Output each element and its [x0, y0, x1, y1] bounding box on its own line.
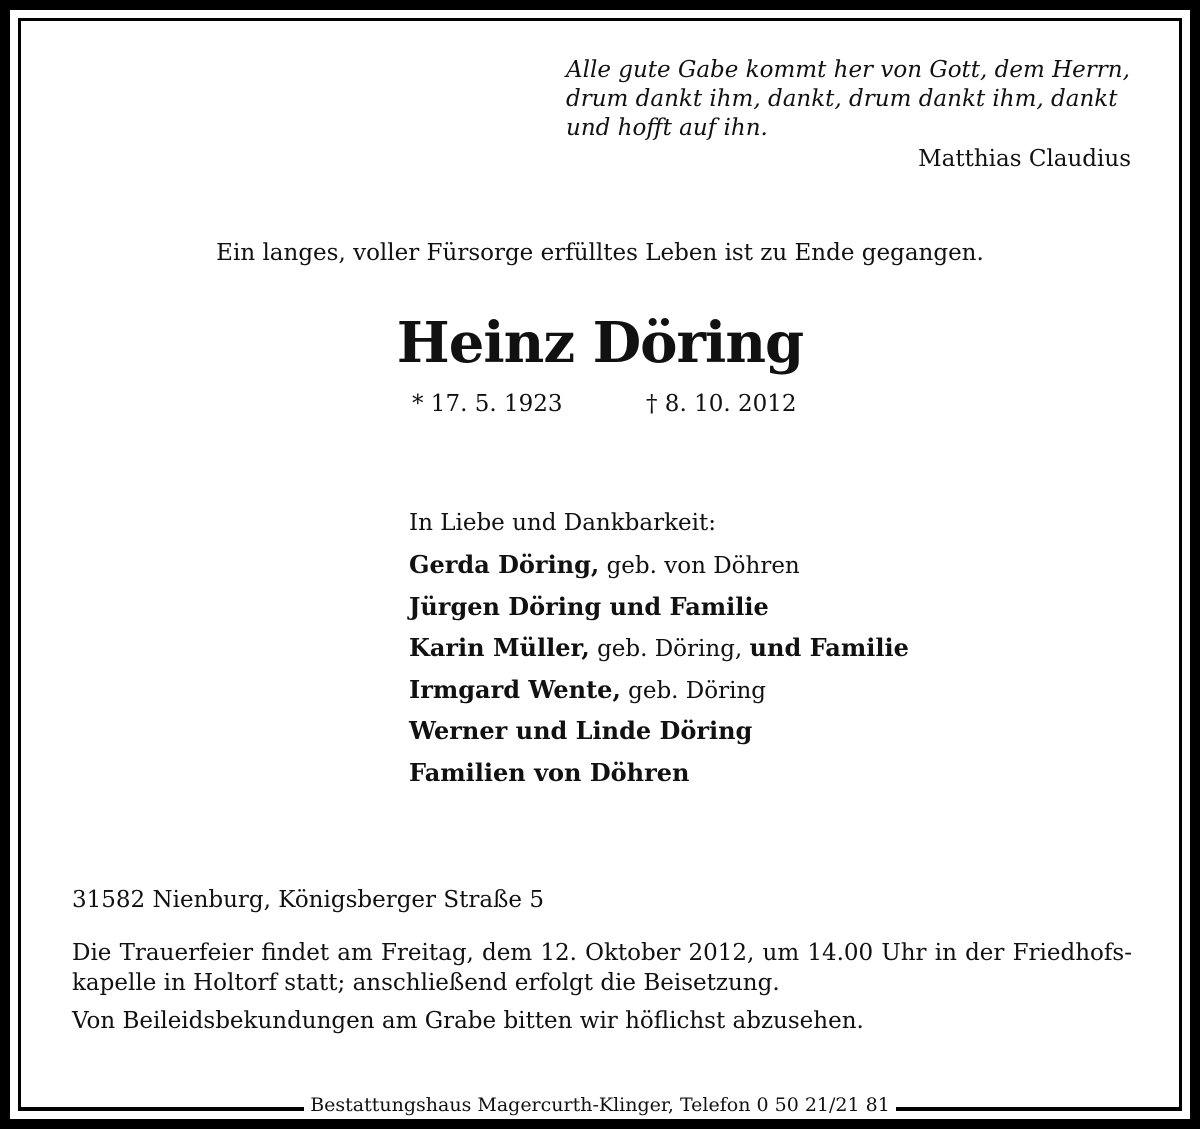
ceremony-word: in	[934, 940, 957, 966]
mourner-address: 31582 Nienburg, Königsberger Straße 5	[72, 887, 544, 913]
ceremony-word: Die	[72, 940, 112, 966]
mourner-suffix: und Familie	[749, 633, 909, 662]
mourner-entry	[409, 670, 909, 712]
funeral-home-footer	[0, 1092, 1200, 1118]
birth-date: * 17. 5. 1923	[412, 391, 563, 417]
mourner-entry	[409, 753, 909, 795]
quote-line: drum dankt ihm, dankt, drum dankt ihm, dankt	[566, 86, 1118, 112]
mourner-note: geb. von Döhren	[606, 553, 800, 579]
mourners-list	[409, 508, 909, 794]
ceremony-word: findet	[261, 940, 330, 966]
deceased-name: Heinz Döring	[396, 310, 804, 376]
mourner-entry	[409, 711, 909, 753]
funeral-home-text: Bestattungshaus Magercurth-Klinger, Telefon 0 50 21/21 81	[304, 1092, 896, 1118]
mourner-name: Karin Müller,	[409, 633, 590, 662]
quote-line: Alle gute Gabe kommt her von Gott, dem Herrn,	[566, 57, 1130, 83]
ceremony-line-2: kapelle in Holtorf statt; anschließend erfolgt die Beisetzung.	[72, 970, 780, 996]
ceremony-word: 12.	[540, 940, 577, 966]
quote-author: Matthias Claudius	[918, 146, 1131, 172]
ceremony-word: 14.00	[807, 940, 874, 966]
ceremony-word: der	[965, 940, 1005, 966]
ceremony-word: Freitag,	[380, 940, 474, 966]
mourner-entry	[409, 545, 909, 587]
epigraph-quote	[566, 56, 1131, 174]
lead-text: Ein langes, voller Fürsorge erfülltes Leben ist zu Ende gegangen.	[216, 240, 984, 266]
mourner-note: geb. Döring	[628, 677, 766, 704]
mourner-name: Gerda Döring,	[409, 550, 600, 579]
ceremony-word: am	[337, 940, 373, 966]
mourner-entry	[409, 587, 909, 629]
ceremony-word: Uhr	[881, 940, 927, 966]
mourner-name: Familien von Döhren	[409, 757, 690, 787]
quote-line: und hofft auf ihn.	[566, 115, 768, 141]
ceremony-word: 2012,	[688, 940, 755, 966]
ceremony-word: Friedhofs-	[1012, 940, 1132, 966]
ceremony-word: um	[762, 940, 800, 966]
mourner-name: Werner und Linde Döring	[409, 716, 753, 745]
ceremony-word: Oktober	[585, 940, 681, 966]
ceremony-line-1	[72, 938, 1132, 968]
ceremony-notice	[72, 938, 1132, 998]
death-date: † 8. 10. 2012	[646, 391, 797, 417]
mourners-intro: In Liebe und Dankbarkeit:	[409, 510, 716, 536]
mourner-name: Irmgard Wente,	[409, 674, 621, 704]
ceremony-word: Trauerfeier	[119, 940, 254, 966]
mourner-entry	[409, 628, 909, 670]
condolence-note: Von Beileidsbekundungen am Grabe bitten wir höflichst abzusehen.	[72, 1008, 864, 1034]
mourner-name: Jürgen Döring und Familie	[409, 591, 769, 621]
ceremony-word: dem	[482, 940, 533, 966]
mourner-note: geb. Döring,	[597, 636, 743, 662]
